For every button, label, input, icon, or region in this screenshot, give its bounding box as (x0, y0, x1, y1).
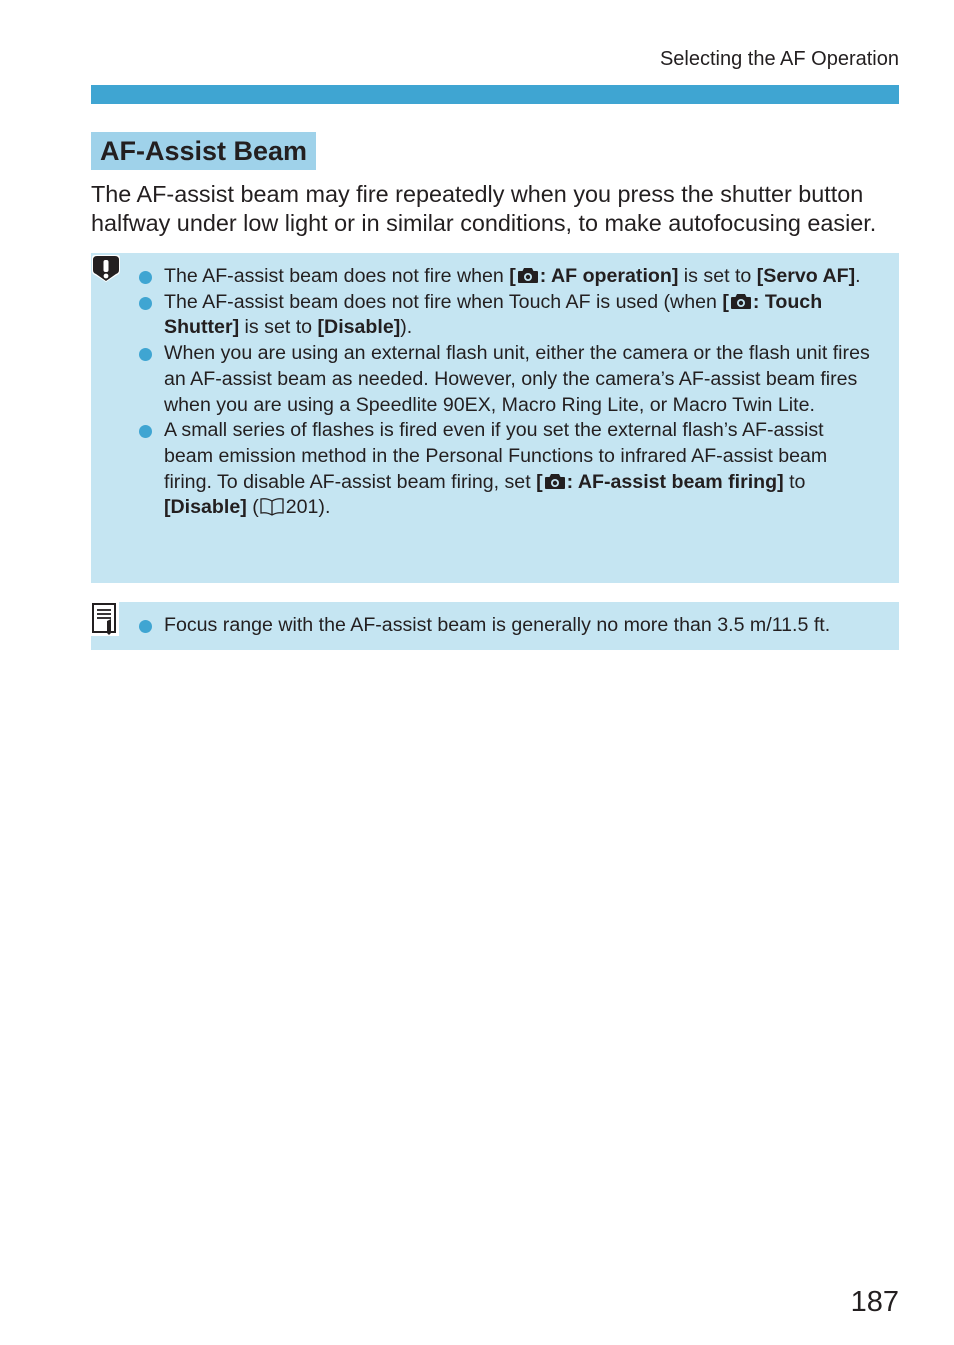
camera-icon (517, 267, 539, 284)
section-title: AF-Assist Beam (100, 135, 308, 166)
bullet-dot (139, 297, 152, 310)
list-item: When you are using an external flash unit, either the camera or the flash unit fires an AF-assist beam as needed. However, only the camera’s AF-assist beam fires when you are using a Speedlite 90EX, Macro Ring Lite, or Macro Twin Lite. (139, 341, 875, 418)
section-title-box (91, 132, 316, 170)
camera-icon (730, 293, 752, 310)
memo-box (91, 602, 899, 650)
running-header: Selecting the AF Operation (659, 48, 899, 70)
bullet-dot (139, 425, 152, 438)
camera-icon (544, 473, 566, 490)
list-item: The AF-assist beam does not fire when Touch AF is used (when [ : Touch Shutter] is set to [Disable]). (139, 290, 875, 341)
list-item: Focus range with the AF-assist beam is generally no more than 3.5 m/11.5 ft. (139, 613, 875, 639)
header-rule (91, 85, 899, 104)
bullet-dot (139, 620, 152, 633)
list-item: The AF-assist beam does not fire when [ : AF operation] is set to [Servo AF]. (139, 264, 875, 290)
caution-list (139, 264, 875, 521)
caution-box (91, 253, 899, 583)
intro-paragraph: The AF-assist beam may fire repeatedly when you press the shutter button halfway under low light or in similar conditions, to make autofocusing easier. (91, 181, 877, 236)
bullet-dot (139, 271, 152, 284)
bullet-dot (139, 348, 152, 361)
memo-list (139, 613, 875, 639)
list-item: A small series of flashes is fired even if you set the external flash’s AF-assist beam emission method in the Personal Functions to infrared AF-assist beam firing. To disable AF-assist beam firing, set [ : AF-assist beam firing] to [Disable] ( 201). (139, 418, 875, 521)
page-number: 187 (850, 1286, 899, 1318)
caution-icon (91, 253, 121, 283)
book-icon (259, 497, 285, 516)
memo-icon (91, 602, 119, 636)
